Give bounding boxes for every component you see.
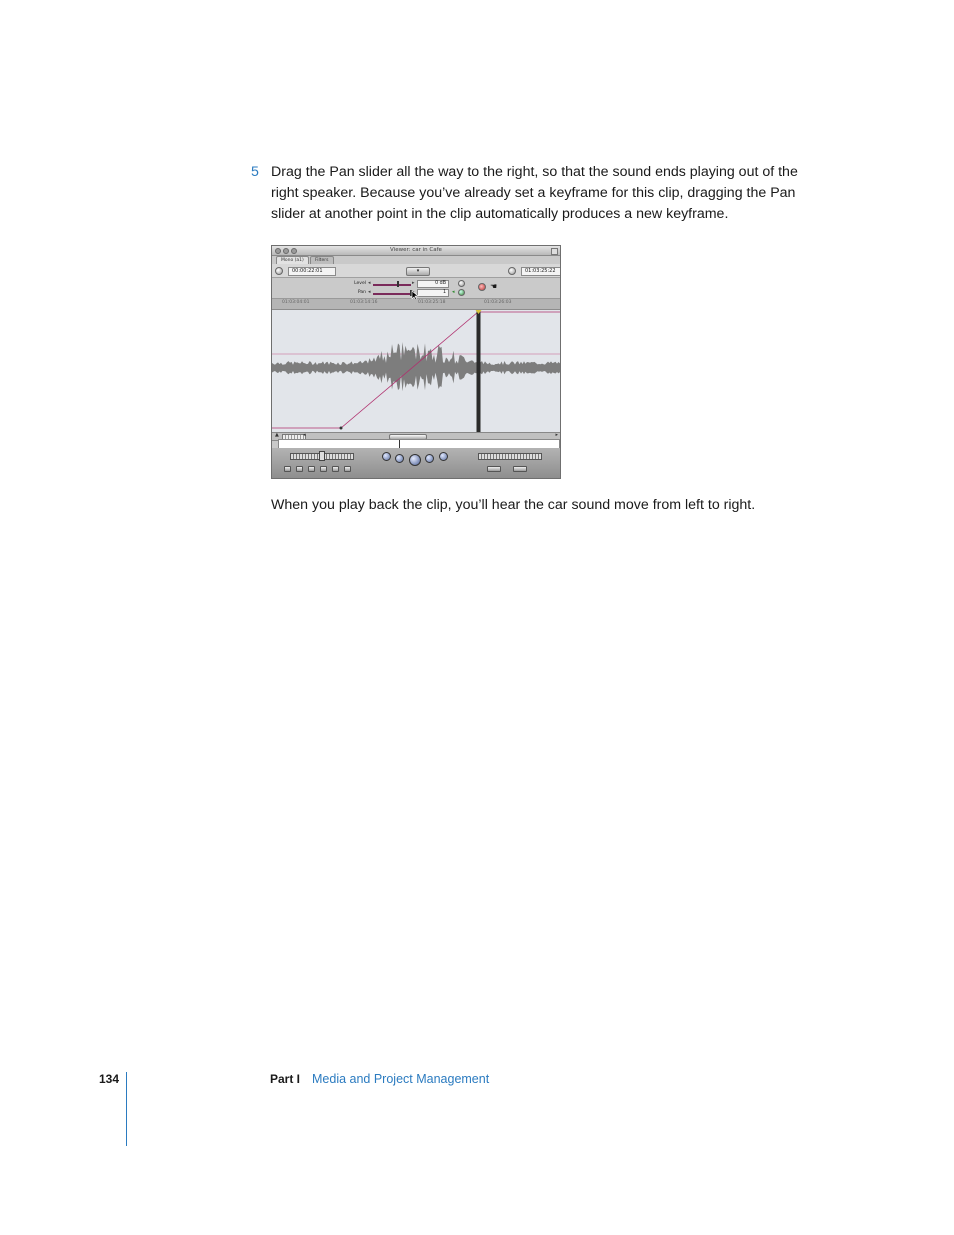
pan-slider[interactable] [373, 293, 411, 295]
play-icon[interactable] [409, 454, 421, 466]
footer-part-label: Part I [270, 1072, 301, 1086]
scrubber-playhead[interactable] [399, 440, 400, 448]
level-value-field[interactable]: 0 dB [417, 280, 449, 288]
tab-mono[interactable]: Mono (a1) [276, 256, 309, 265]
recent-clips-button[interactable]: ▾ [406, 267, 430, 276]
scroll-right-icon[interactable]: ▸ [555, 432, 558, 438]
insert-button[interactable] [487, 466, 501, 472]
level-decrease-icon[interactable]: ◂ [368, 280, 371, 286]
ruler-tick: 01:03:14:16 [350, 300, 378, 305]
play-around-icon[interactable] [425, 454, 434, 463]
mark-in-button[interactable] [320, 466, 327, 472]
step-line: Drag the Pan slider all the way to the right, so that the sound ends playing out of the [271, 164, 798, 180]
pan-label: Pan [357, 290, 366, 295]
duration-field[interactable]: 00:00:22:01 [288, 267, 336, 276]
record-icon[interactable] [478, 283, 486, 291]
step-line: right speaker. Because you’ve already set a keyframe for this clip, dragging the Pan [271, 184, 796, 201]
level-label: Level [354, 281, 366, 286]
level-reset-icon[interactable] [458, 280, 465, 287]
viewer-title: Viewer: car in Cafe [390, 247, 442, 253]
overwrite-button[interactable] [513, 466, 527, 472]
timecode-clock-icon [508, 267, 516, 275]
viewer-window-screenshot [271, 245, 561, 479]
go-to-out-point-icon[interactable] [439, 452, 448, 461]
ruler-tick: 01:03:25:18 [418, 300, 446, 305]
scroll-left-icon[interactable]: ◂ [303, 432, 306, 438]
timecode-clock-icon [275, 267, 283, 275]
viewer-titlebar [272, 246, 560, 256]
audio-parameters [272, 278, 560, 299]
step-number: 5 [251, 164, 259, 180]
play-in-to-out-icon[interactable] [395, 454, 404, 463]
waveform-display[interactable] [272, 310, 560, 432]
level-slider-knob[interactable] [397, 281, 399, 287]
step-line: slider at another point in the clip automatically produces a new keyframe. [271, 205, 729, 222]
step-text [271, 162, 821, 224]
footer-divider [126, 1072, 127, 1146]
transport-controls [272, 448, 560, 478]
pan-value-field[interactable]: 1 [417, 289, 449, 297]
current-timecode-field[interactable]: 01:03:25:22 [521, 267, 561, 276]
page-number: 134 [99, 1072, 120, 1086]
level-slider[interactable] [373, 284, 411, 286]
keyframe-add-icon[interactable] [458, 289, 465, 296]
keyframe-marker[interactable] [340, 427, 343, 430]
zoom-control-icon[interactable]: ▲ [275, 432, 279, 438]
pan-decrease-icon[interactable]: ◂ [368, 289, 371, 295]
add-keyframe-button[interactable] [296, 466, 303, 472]
tab-filters[interactable]: Filters [310, 256, 334, 265]
match-frame-button[interactable] [344, 466, 351, 472]
go-to-in-point-icon[interactable] [382, 452, 391, 461]
ruler-tick: 01:03:26:03 [484, 300, 512, 305]
mark-out-button[interactable] [332, 466, 339, 472]
timecode-ruler [272, 299, 560, 310]
shuttle-knob[interactable] [319, 451, 325, 461]
playhead[interactable] [477, 310, 481, 432]
keyframe-prev-icon[interactable]: ◂ [452, 289, 455, 295]
body-paragraph: When you play back the clip, you’ll hear the car sound move from left to right. [271, 497, 756, 513]
add-marker-button[interactable] [308, 466, 315, 472]
footer-section-title: Media and Project Management [312, 1072, 490, 1086]
viewer-control-row [272, 264, 560, 278]
level-increase-icon[interactable]: ▸ [412, 280, 415, 286]
ruler-tick: 01:03:04:01 [282, 300, 310, 305]
mark-clip-button[interactable] [284, 466, 291, 472]
hand-drag-icon[interactable]: ☚ [490, 282, 498, 291]
audio-waveform [272, 342, 560, 391]
collapse-icon[interactable] [551, 248, 558, 255]
jog-control[interactable] [478, 453, 542, 460]
